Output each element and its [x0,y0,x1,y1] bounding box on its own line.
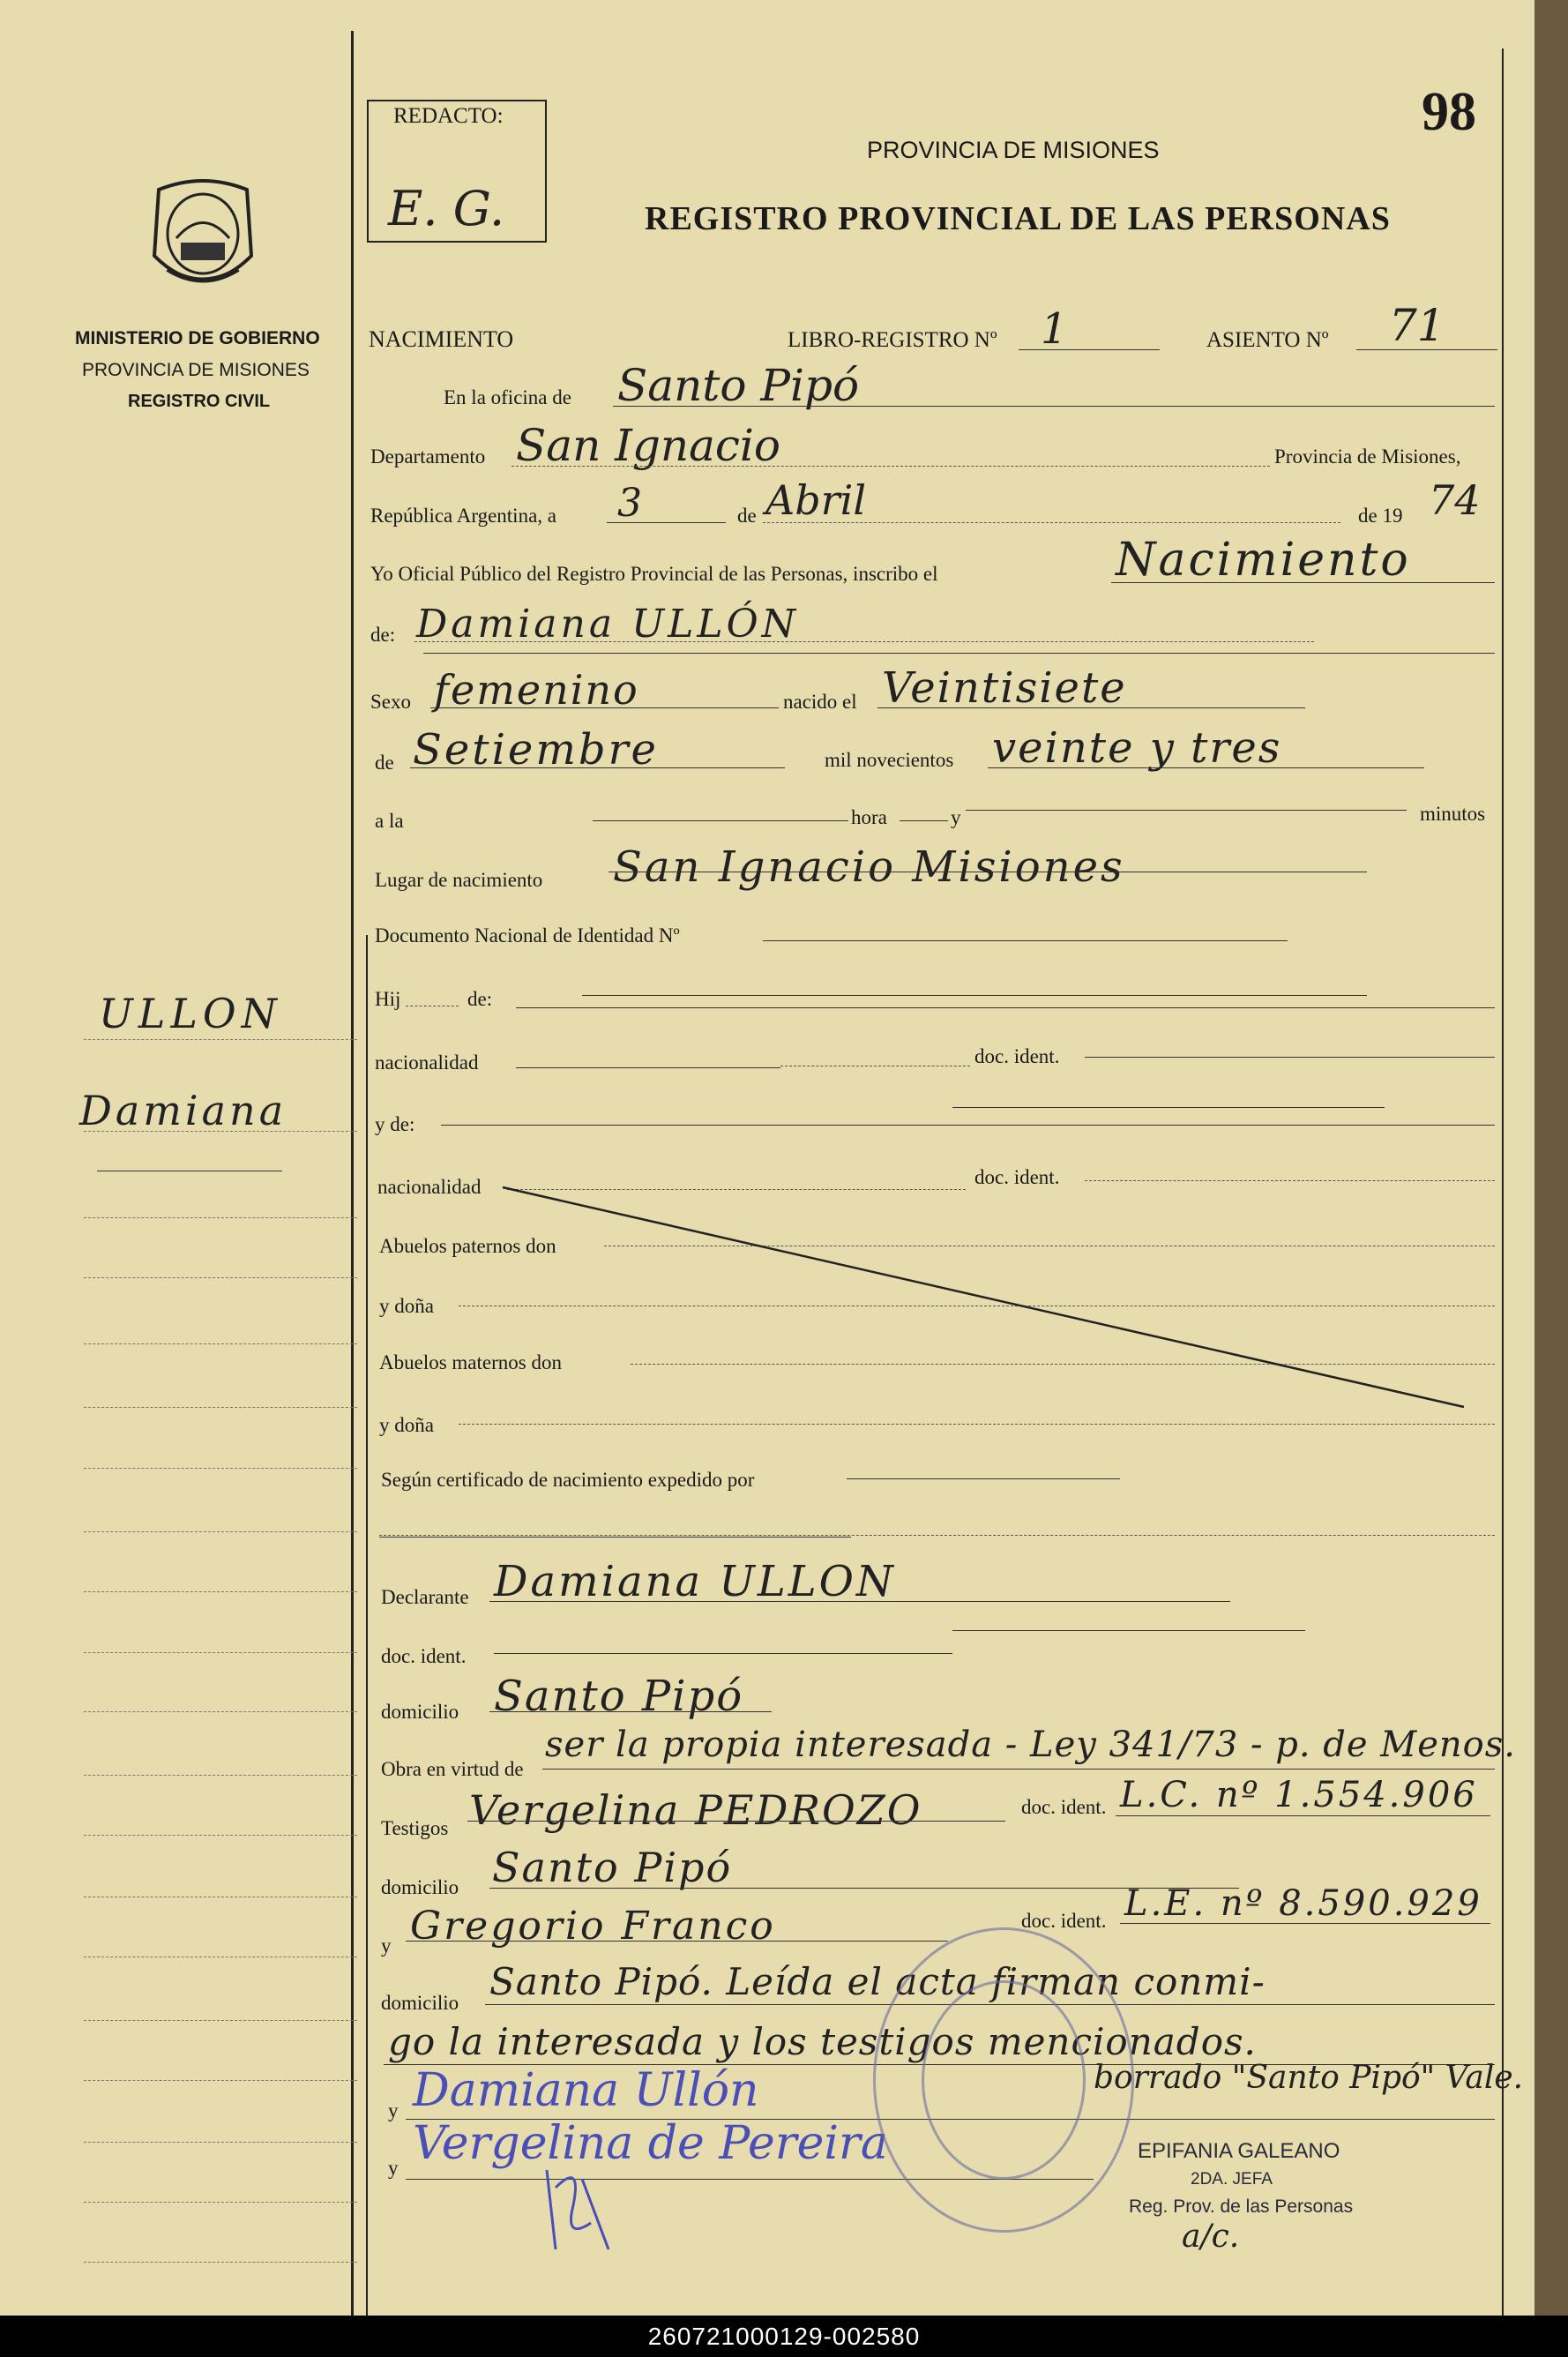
sexo-value: femenino [434,666,639,714]
margin-line [84,2080,357,2081]
domicilio2-label: domicilio [381,1876,459,1898]
minutos-label: minutos [1420,803,1486,825]
nacido-label: nacido el [783,691,857,713]
anio-value: 74 [1429,476,1481,524]
domicilio3-value: Santo Pipó. Leída el acta firman conmi- [489,1960,1266,2003]
doc-ident3-line [494,1653,952,1654]
footer-id: 260721000129-002580 [0,2316,1568,2357]
anio-nac-value: veinte y tres [992,723,1282,773]
provincia-label: Provincia de Misiones, [1274,445,1461,468]
official-stamp-inner-icon [922,1980,1086,2180]
redacto-value: E. G. [388,181,505,236]
inscribo-value: Nacimiento [1116,534,1411,587]
y2-label: y [381,1934,392,1957]
margin-line [84,1652,357,1653]
segun-line3 [379,1537,851,1538]
stamp-initials: a/c. [1182,2219,1240,2255]
page-number: 98 [1422,82,1476,142]
libro-label: LIBRO-REGISTRO Nº [788,328,997,352]
firma1-value: Damiana Ullón [413,2064,759,2117]
nacimiento-label: NACIMIENTO [369,326,514,352]
segun-label: Según certificado de nacimiento expedido por [381,1469,755,1491]
y4-label: y [388,2157,399,2179]
doc-ident5-label: doc. ident. [1021,1910,1107,1932]
margin-line [84,1711,357,1712]
lugar-value: San Ignacio Misiones [613,842,1125,892]
nacionalidad-label: nacionalidad [375,1051,479,1074]
domicilio-line [489,1711,772,1712]
segun-line [847,1478,1120,1479]
a-la-label: a la [375,810,404,832]
margin-line [84,2262,357,2263]
mil-label: mil novecientos [825,749,954,771]
obra-label: Obra en virtud de [381,1758,524,1780]
testigo2-doc: L.E. nº 8.590.929 [1124,1883,1482,1924]
abuelos-paternos-label: Abuelos paternos don [379,1235,556,1257]
domicilio-label: domicilio [381,1701,459,1723]
margin-line [84,1591,357,1592]
margin-line [84,1775,357,1776]
redacto-label: REDACTO: [393,104,504,128]
asiento-value: 71 [1389,300,1445,351]
mes-value: Abril [765,476,867,524]
nacionalidad2-label: nacionalidad [377,1176,482,1198]
obra-value: ser la propia interesada - Ley 341/73 - p. de Menos. [545,1725,1516,1765]
y-dona-label: y doña [379,1295,434,1317]
departamento-value: San Ignacio [516,420,781,471]
y-dona2-label: y doña [379,1414,434,1436]
testigo1-doc-line [1116,1815,1490,1816]
margin-line [84,2202,357,2203]
domicilio3-label: domicilio [381,1992,459,2014]
lugar-label: Lugar de nacimiento [375,869,543,891]
testigo2-value: Gregorio Franco [410,1904,776,1949]
registry-heading: REGISTRO PROVINCIAL DE LAS PERSONAS [645,200,1391,237]
testigo2-doc-line [1120,1923,1490,1924]
departamento-label: Departamento [370,445,486,468]
firma2-value: Vergelina de Pereira [413,2117,888,2170]
dia-value: 3 [617,481,642,526]
y-hora-label: y [951,806,961,828]
testigo1-line [467,1821,1005,1822]
nacido-value: Veintisiete [882,663,1127,713]
province-heading: PROVINCIA DE MISIONES [867,137,1160,163]
nombre-label: de: [370,624,396,646]
hora-label: hora [851,806,887,828]
declarante-label: Declarante [381,1586,469,1608]
declarante-line [489,1601,1230,1602]
stamp-title: 2DA. JEFA [1191,2170,1273,2189]
domicilio2-value: Santo Pipó [492,1844,733,1891]
stamp-name: EPIFANIA GALEANO [1138,2139,1340,2163]
doc-ident4-label: doc. ident. [1021,1796,1107,1818]
testigos-label: Testigos [381,1817,449,1839]
hij-label: Hij [375,988,401,1010]
domicilio-value: Santo Pipó [494,1672,744,1721]
ministry-line2: PROVINCIA DE MISIONES [82,360,310,380]
cierre-value: go la interesada y los testigos mencionados. [388,2020,1257,2063]
declarante-value: Damiana ULLON [494,1557,896,1606]
doc-ident2-label: doc. ident. [974,1166,1060,1188]
anio-label: de 19 [1358,505,1403,527]
doc-ident3-line-b [952,1630,1305,1631]
asiento-label: ASIENTO Nº [1206,328,1329,352]
margin-surname: ULLON [99,990,282,1037]
testigo1-doc: L.C. nº 1.554.906 [1120,1775,1478,1815]
ministry-line1: MINISTERIO DE GOBIERNO [75,328,320,348]
ministry-line3: REGISTRO CIVIL [128,392,271,411]
abuelos-maternos-label: Abuelos maternos don [379,1351,562,1373]
mes-nac-label: de [375,752,394,774]
obra-line [542,1769,1495,1770]
testigo2-line [406,1941,948,1942]
mes-nac-value: Setiembre [413,725,659,774]
margin-line [84,2020,357,2021]
nombre-value: Damiana ULLÓN [416,602,800,647]
y-de-label: y de: [375,1113,415,1135]
margin-line [84,2142,357,2143]
official-signature-icon [529,2152,635,2267]
hij-de-label: de: [467,988,493,1010]
stamp-office: Reg. Prov. de las Personas [1129,2196,1354,2217]
oficina-value: Santo Pipó [617,360,860,411]
margin-firstname: Damiana [79,1087,287,1134]
libro-value: 1 [1041,304,1068,354]
dni-label: Documento Nacional de Identidad Nº [375,924,680,947]
oficina-label: En la oficina de [444,386,571,408]
yo-oficial-label: Yo Oficial Público del Registro Provincial de las Personas, inscribo el [370,563,938,585]
margin-line [84,1835,357,1836]
borrado-value: borrado "Santo Pipó" Vale. [1094,2060,1524,2096]
doc-ident3-label: doc. ident. [381,1645,467,1667]
republica-label: República Argentina, a [370,505,556,527]
mes-de-label: de [737,505,757,527]
margin-line [84,1531,357,1532]
segun-line2 [379,1535,1495,1536]
testigo1-value: Vergelina PEDROZO [469,1786,922,1834]
doc-ident-label: doc. ident. [974,1045,1060,1067]
page-edge [1534,0,1568,2316]
sexo-label: Sexo [370,691,411,713]
y3-label: y [388,2099,399,2121]
